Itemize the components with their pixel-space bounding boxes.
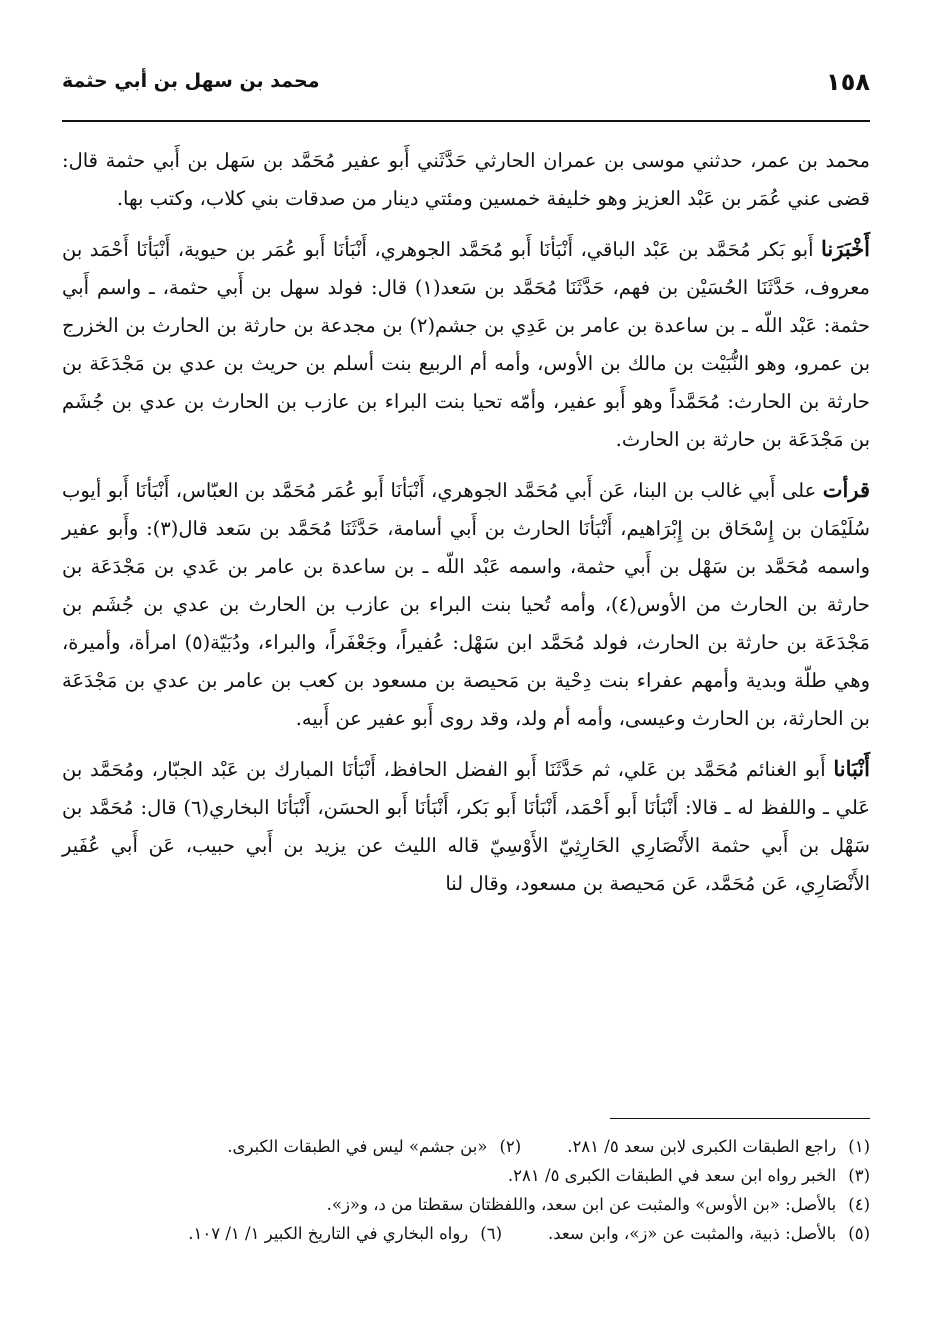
main-text [62,142,870,915]
footnote-2 [227,1132,521,1161]
footnote-6 [188,1219,502,1248]
page-header [62,68,870,108]
paragraph-3-text: على أَبي غالب بن البنا، عَن أَبي مُحَمَّد الجوهري، أَنْبَأنَا أَبو عُمَر مُحَمَّد بن العبّاس، أَنْبَأنَا أَبو أيوب سُلَيْمَان بن إِسْحَاق بن إِبْرَاهيم، أَنْبَأنَا الحارث بن أَبي أسامة، حَدَّثَنَا مُحَمَّد بن سَعد قال(٣): وأَبو عفير واسمه مُحَمَّد بن سَهْل بن أَبي حثمة، واسمه عَبْد اللّه ـ بن ساعدة بن عامر بن عَدي بن مَجْدَعَة بن حارثة بن الحارث من الأوس(٤)، وأمه تُحيا بنت البراء بن عازب بن الحارث بن عدي بن جُشَم بن مَجْدَعَة بن حارثة بن الحارث، فولد مُحَمَّد ابن سَهْل: عُفيراً، وجَعْفَراً، والبراء، ودُبَيّة(٥) امرأة، وأميرة، وهي طلّة وبدية وأمهم عفراء بنت دِحْية بن مَحيصة بن مسعود بن كعب بن عامر بن عدي بن مَجْدَعَة بن الحارثة، بن الحارث وعيسى، وأمه أم ولد، وقد روى أَبو عفير عن أَبيه. [62,479,871,730]
paragraph-4-keyword: أَنْبَانا [833,756,870,781]
footnote-4 [327,1190,870,1219]
header-rule [62,120,870,122]
paragraph-4-text: أَبو الغنائم مُحَمَّد بن عَلي، ثم حَدَّثَنَا أَبو الفضل الحافظ، أَنْبَأنَا المبارك بن عَبْد الجبّار، ومُحَمَّد بن عَلي ـ واللفظ له ـ قالا: أَنْبَأنَا أَبو أَحْمَد، أَنْبَأنَا أَبو بَكر، أَنْبَأنَا أَبو الحسَن، أَنْبَأنَا البخاري(٦) قال: مُحَمَّد بن سَهْل بن أَبي حثمة الأَنْصَارِي الحَارِثِيّ الأَوْسِيّ قاله الليث عن يزيد بن أَبي حبيب، عَن أَبي عُفَير الأَنْصَارِي، عَن مُحَمَّد، عَن مَحيصة بن مسعود، وقال لنا [62,758,870,895]
footnote-rule [610,1118,870,1119]
paragraph-3 [62,471,870,738]
paragraph-4 [62,750,870,903]
paragraph-3-keyword: قرأت [822,477,870,502]
footnote-5-number: (٥) [848,1224,870,1243]
footnote-row [62,1161,870,1190]
paragraph-2-keyword: أَخْبَرَنا [821,236,870,261]
footnote-6-number: (٦) [480,1224,503,1243]
footnote-4-text: بالأصل: «بن الأوس» والمثبت عن ابن سعد، واللفظتان سقطتا من د، و«ز». [326,1195,837,1214]
footnote-3-number: (٣) [848,1166,870,1185]
footnote-3-text: الخبر رواه ابن سعد في الطبقات الكبرى ٥/ ٢٨١. [507,1166,837,1185]
footnote-6-text: رواه البخاري في التاريخ الكبير ١/ ١/ ١٠٧. [188,1224,469,1243]
footnote-5-text: بالأصل: ذبية، والمثبت عن «ز»، وابن سعد. [548,1224,837,1243]
paragraph-2 [62,230,870,459]
footnote-row [62,1132,870,1161]
footnote-1-number: (١) [848,1137,870,1156]
footnote-gap [521,1132,567,1161]
footnote-1-text: راجع الطبقات الكبرى لابن سعد ٥/ ٢٨١. [567,1137,837,1156]
footnote-2-text: «بن جشم» ليس في الطبقات الكبرى. [227,1137,488,1156]
footnote-4-number: (٤) [848,1195,870,1214]
paragraph-1 [62,142,870,218]
footnote-3 [508,1161,870,1190]
footnote-1 [567,1132,870,1161]
footnotes [62,1132,870,1248]
paragraph-1-text: محمد بن عمر، حدثني موسى بن عمران الحارثي حَدَّثَني أَبو عفير مُحَمَّد بن سَهل بن أَبي حثمة قال: قضى عني عُمَر بن عَبْد العزيز وهو خليفة خمسين ومئتي دينار من صدقات بني كلاب، وكتب بها. [62,149,870,210]
footnote-gap [502,1219,548,1248]
footnote-2-number: (٢) [499,1137,522,1156]
running-title: محمد بن سهل بن أبي حثمة [62,70,320,92]
paragraph-2-text: أَبو بَكر مُحَمَّد بن عَبْد الباقي، أَنْبَأنَا أَبو مُحَمَّد الجوهري، أَنْبَأنَا أَبو عُمَر بن حيوية، أَنْبَأنَا أَحْمَد بن معروف، حَدَّثَنَا الحُسَيْن بن فهم، حَدَّثَنَا مُحَمَّد بن سَعد(١) قال: فولد سهل بن أَبي حثمة، ـ واسم أَبي حثمة: عَبْد اللّه ـ بن ساعدة بن عامر بن عَدِي بن جشم(٢) بن مجدعة بن حارثة بن الحارث بن الخزرج بن عمرو، وهو النُّبَيْت بن مالك بن الأوس، وأمه أم الربيع بنت أسلم بن حريث بن عدي بن مَجْدَعَة بن حارثة بن الحارث: مُحَمَّداً وهو أَبو عفير، وأمّه تحيا بنت البراء بن عازب بن الحارث بن عدي بن جُشَم بن مَجْدَعَة بن حارثة بن الحارث. [62,238,871,451]
footnote-row [62,1219,870,1248]
page-number: ١٥٨ [826,68,870,96]
footnote-5 [548,1219,870,1248]
footnote-row [62,1190,870,1219]
